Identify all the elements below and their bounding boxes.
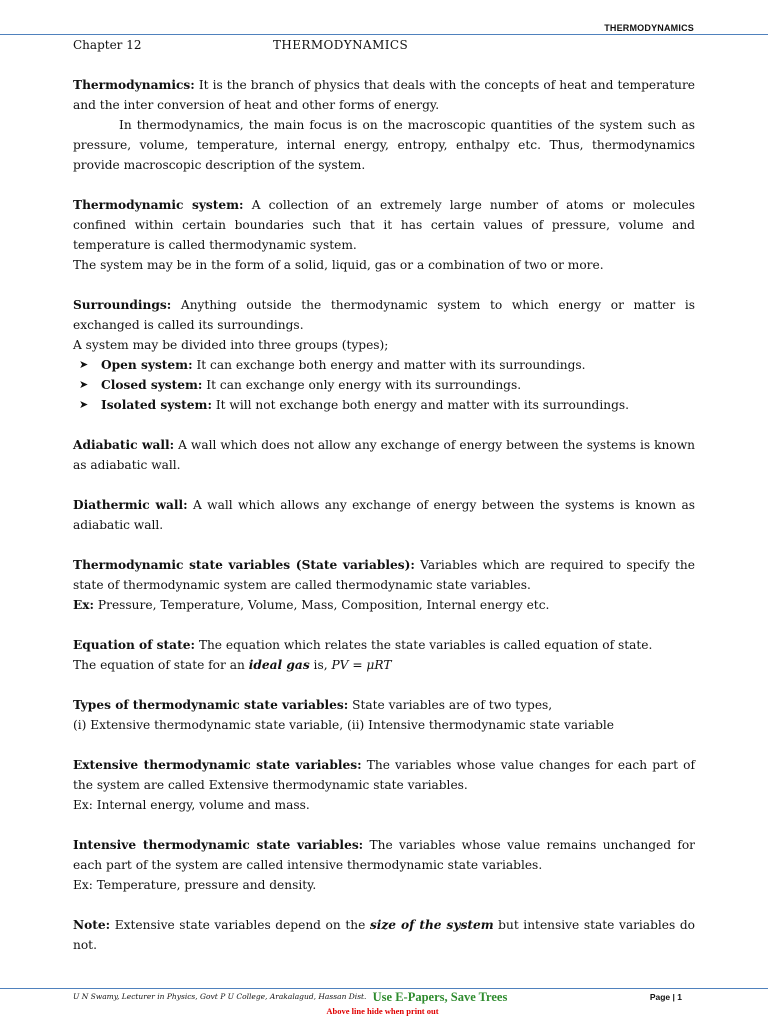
term-types: Types of thermodynamic state variables: [73,698,349,712]
term-diathermic: Diathermic wall: [73,498,188,512]
page-number: Page | 1 [649,992,682,1002]
para-note: Note: Extensive state variables depend on the size of the system but intensive state variables do not. [73,918,695,952]
term-state-variables: Thermodynamic state variables (State variables): [73,558,415,572]
term-note: Note: [73,918,111,932]
footer-author: U N Swamy, Lecturer in Physics, Govt P U College, Arakalagud, Hassan Dist. [73,992,367,1001]
para-adiabatic: Adiabatic wall: A wall which does not allow any exchange of energy between the systems is known as adiabatic wall. [73,438,695,472]
para-surroundings: Surroundings: Anything outside the thermodynamic system to which energy or matter is exchanged is called its surroundings. [73,298,695,332]
para-extensive: Extensive thermodynamic state variables: The variables whose value changes for each part of the system are called Extensive thermodynamic state variables. [73,758,695,792]
term-adiabatic: Adiabatic wall: [73,438,175,452]
para-system: Thermodynamic system: A collection of an extremely large number of atoms or molecules confined within certain boundaries such that it has certain values of pressure, volume and temperature is called thermodynamic system. [73,198,695,252]
list-item: ➤ Isolated system: It will not exchange both energy and matter with its surroundings. [73,395,695,415]
arrow-bullet-icon: ➤ [79,358,89,371]
document-body [73,75,695,955]
formula: PV = μRT [331,658,392,672]
arrow-bullet-icon: ➤ [79,398,89,411]
chapter-title: THERMODYNAMICS [273,38,409,52]
arrow-bullet-icon: ➤ [79,378,89,391]
state-variables-example: Ex: Pressure, Temperature, Volume, Mass, Composition, Internal energy etc. [73,598,550,612]
term-system: Thermodynamic system: [73,198,244,212]
term-intensive: Intensive thermodynamic state variables: [73,838,364,852]
term-extensive: Extensive thermodynamic state variables: [73,758,362,772]
para-types: Types of thermodynamic state variables: State variables are of two types, [73,698,553,712]
term-surroundings: Surroundings: [73,298,172,312]
chapter-label: Chapter 12 [73,38,142,52]
term-thermodynamics: Thermodynamics: [73,78,195,92]
extensive-example: Ex: Internal energy, volume and mass. [73,798,310,812]
system-types-list [73,355,695,415]
list-item: ➤ Open system: It can exchange both energy and matter with its surroundings. [73,355,695,375]
ideal-gas-equation: The equation of state for an ideal gas is, PV = μRT [73,658,392,672]
list-item: ➤ Closed system: It can exchange only energy with its surroundings. [73,375,695,395]
running-header: THERMODYNAMICS [604,23,694,33]
para-diathermic: Diathermic wall: A wall which allows any exchange of energy between the systems is known as adiabatic wall. [73,498,695,532]
header-rule [0,34,768,35]
types-list-line: (i) Extensive thermodynamic state variable, (ii) Intensive thermodynamic state variable [73,718,614,732]
para-state-variables: Thermodynamic state variables (State variables): Variables which are required to specify the state of thermodynamic system are called thermodynamic state variables. [73,558,695,592]
footer-print-note: Above line hide when print out [326,1006,439,1016]
para-intensive: Intensive thermodynamic state variables: The variables whose value remains unchanged for each part of the system are called intensive thermodynamic state variables. [73,838,696,872]
footer-rule [0,988,768,989]
para-thermodynamics: Thermodynamics: It is the branch of physics that deals with the concepts of heat and temperature and the inter conversion of heat and other forms of energy. [73,78,695,112]
para-system-forms: The system may be in the form of a solid, liquid, gas or a combination of two or more. [73,258,604,272]
para-macroscopic: In thermodynamics, the main focus is on the macroscopic quantities of the system such as pressure, volume, temperature, internal energy, entropy, enthalpy etc. Thus, thermodynamics provide macroscopic description of the system. [73,118,695,172]
term-equation-of-state: Equation of state: [73,638,195,652]
footer-eco-message: Use E-Papers, Save Trees [372,990,508,1004]
para-equation-of-state: Equation of state: The equation which relates the state variables is called equation of state. [73,638,653,652]
para-system-groups: A system may be divided into three groups (types); [73,338,389,352]
intensive-example: Ex: Temperature, pressure and density. [73,878,317,892]
